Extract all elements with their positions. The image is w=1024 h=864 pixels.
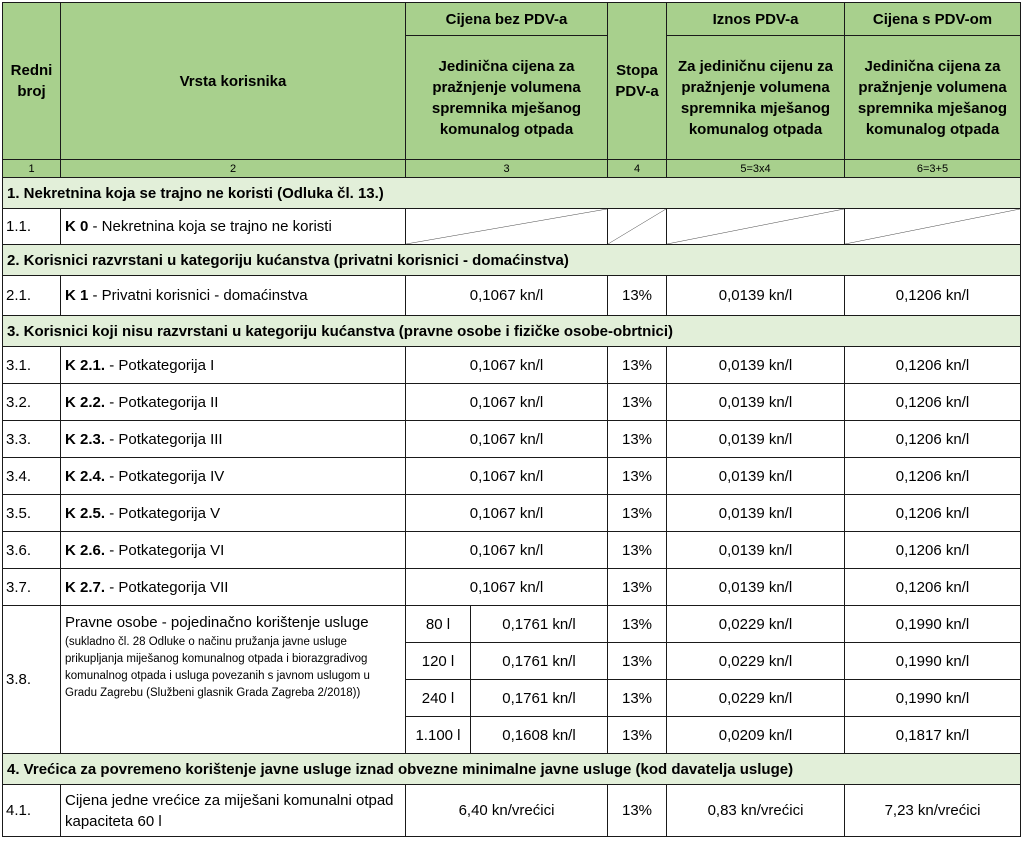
row-desc: - Potkategorija V (105, 504, 221, 522)
vat-cell: 0,0139 kn/l (667, 421, 845, 458)
rate-cell: 13% (608, 421, 667, 458)
price-table (2, 2, 1021, 837)
row-desc: - Potkategorija III (105, 430, 223, 448)
price-cell: 0,1067 kn/l (406, 569, 608, 606)
vat-cell: 0,0229 kn/l (667, 680, 845, 717)
row-description (61, 569, 406, 606)
price-cell: 0,1067 kn/l (406, 347, 608, 384)
col-number-6: 6=3+5 (845, 160, 1021, 178)
row-code: K 2.6. (65, 541, 106, 559)
row-code: K 1 (65, 287, 89, 304)
vat-cell: 0,0139 kn/l (667, 569, 845, 606)
vat-cell: 0,0139 kn/l (667, 276, 845, 316)
price-cell: 0,1067 kn/l (406, 458, 608, 495)
row-description (61, 384, 406, 421)
total-cell: 0,1206 kn/l (845, 532, 1021, 569)
diagonal-line (667, 209, 844, 244)
row-desc-note: (sukladno čl. 28 Odluke o načinu pružanja javne usluge prikupljanja miješanog komunalnog otpada i biorazgradivog komunalnog otpada i usluga povezanih s javnom uslugom u Gradu Zagrebu (Službeni glasnik Grada Zagreba 2/2018)) (65, 636, 370, 699)
row-number: 3.2. (3, 384, 61, 421)
price-cell: 0,1067 kn/l (406, 276, 608, 316)
total-cell: 0,1206 kn/l (845, 458, 1021, 495)
total-cell: 0,1206 kn/l (845, 276, 1021, 316)
header-cijena-bez-pdv: Cijena bez PDV-a (406, 3, 608, 36)
col-number-2: 2 (61, 160, 406, 178)
rate-cell: 13% (608, 532, 667, 569)
price-cell: 0,1761 kn/l (471, 606, 608, 643)
row-desc: - Privatni korisnici - domaćinstva (88, 287, 308, 304)
row-description (61, 421, 406, 458)
vat-cell: 0,0139 kn/l (667, 532, 845, 569)
vat-cell: 0,83 kn/vrećici (667, 785, 845, 837)
header-vrsta-korisnika: Vrsta korisnika (61, 3, 406, 160)
row-desc: - Potkategorija I (105, 356, 215, 374)
total-cell: 7,23 kn/vrećici (845, 785, 1021, 837)
total-cell: 0,1206 kn/l (845, 495, 1021, 532)
row-description-legal-entities (61, 606, 406, 754)
empty-total-cell (845, 209, 1021, 245)
rate-cell: 13% (608, 569, 667, 606)
diagonal-line (406, 209, 607, 244)
row-code: K 2.7. (65, 578, 106, 596)
rate-cell: 13% (608, 384, 667, 421)
rate-cell: 13% (608, 276, 667, 316)
total-cell: 0,1206 kn/l (845, 384, 1021, 421)
price-cell: 0,1067 kn/l (406, 532, 608, 569)
header-cijena-bez-pdv-sub: Jedinična cijena za pražnjenje volumena spremnika mješanog komunalog otpada (406, 36, 608, 160)
volume-cell: 80 l (406, 606, 471, 643)
rate-cell: 13% (608, 495, 667, 532)
header-stopa-pdv: Stopa PDV-a (608, 3, 667, 160)
section-3-title: 3. Korisnici koji nisu razvrstani u kategoriju kućanstva (pravne osobe i fizičke osobe-obrtnici) (3, 316, 1021, 347)
vat-cell: 0,0229 kn/l (667, 606, 845, 643)
price-cell: 0,1067 kn/l (406, 495, 608, 532)
col-number-5: 5=3x4 (667, 160, 845, 178)
row-number: 3.6. (3, 532, 61, 569)
rate-cell: 13% (608, 347, 667, 384)
header-iznos-pdv-sub: Za jediničnu cijenu za pražnjenje volumena spremnika mješanog komunalog otpada (667, 36, 845, 160)
diagonal-line (608, 209, 666, 244)
row-number: 4.1. (3, 785, 61, 837)
empty-vat-cell (667, 209, 845, 245)
row-desc: - Potkategorija II (105, 393, 219, 411)
col-number-4: 4 (608, 160, 667, 178)
rate-cell: 13% (608, 606, 667, 643)
row-number: 3.4. (3, 458, 61, 495)
header-cijena-s-pdv-sub: Jedinična cijena za pražnjenje volumena spremnika mješanog komunalog otpada (845, 36, 1021, 160)
rate-cell: 13% (608, 643, 667, 680)
row-description (61, 532, 406, 569)
col-number-1: 1 (3, 160, 61, 178)
price-cell: 6,40 kn/vrećici (406, 785, 608, 837)
section-4-title: 4. Vrećica za povremeno korištenje javne usluge iznad obvezne minimalne javne usluge (kod davatelja usluge) (3, 754, 1021, 785)
rate-cell: 13% (608, 458, 667, 495)
row-description (61, 458, 406, 495)
row-code: K 2.3. (65, 430, 106, 448)
vat-cell: 0,0229 kn/l (667, 643, 845, 680)
section-2-title: 2. Korisnici razvrstani u kategoriju kućanstva (privatni korisnici - domaćinstva) (3, 245, 1021, 276)
header-iznos-pdv: Iznos PDV-a (667, 3, 845, 36)
row-number: 3.1. (3, 347, 61, 384)
row-number: 1.1. (3, 209, 61, 245)
col-number-3: 3 (406, 160, 608, 178)
row-description (61, 495, 406, 532)
total-cell: 0,1817 kn/l (845, 717, 1021, 754)
price-cell: 0,1761 kn/l (471, 680, 608, 717)
row-desc-main: Pravne osobe - pojedinačno korištenje usluge (65, 614, 369, 631)
price-cell: 0,1067 kn/l (406, 421, 608, 458)
row-code: K 2.2. (65, 393, 106, 411)
empty-price-cell (406, 209, 608, 245)
row-description (61, 209, 406, 245)
price-cell: 0,1608 kn/l (471, 717, 608, 754)
total-cell: 0,1990 kn/l (845, 643, 1021, 680)
volume-cell: 240 l (406, 680, 471, 717)
row-desc: - Potkategorija VII (105, 578, 229, 596)
vat-cell: 0,0139 kn/l (667, 347, 845, 384)
vat-cell: 0,0139 kn/l (667, 458, 845, 495)
row-number: 3.8. (3, 606, 61, 754)
total-cell: 0,1206 kn/l (845, 421, 1021, 458)
total-cell: 0,1206 kn/l (845, 347, 1021, 384)
row-number: 3.3. (3, 421, 61, 458)
row-description (61, 276, 406, 316)
row-code: K 2.4. (65, 467, 106, 485)
row-desc: - Potkategorija IV (105, 467, 225, 485)
vat-cell: 0,0139 kn/l (667, 384, 845, 421)
row-code: K 2.5. (65, 504, 106, 522)
total-cell: 0,1990 kn/l (845, 606, 1021, 643)
rate-cell: 13% (608, 717, 667, 754)
section-1-title: 1. Nekretnina koja se trajno ne koristi (Odluka čl. 13.) (3, 178, 1021, 209)
vat-cell: 0,0139 kn/l (667, 495, 845, 532)
row-code: K 2.1. (65, 356, 106, 374)
row-number: 2.1. (3, 276, 61, 316)
vat-cell: 0,0209 kn/l (667, 717, 845, 754)
header-redni-broj: Redni broj (3, 3, 61, 160)
diagonal-line (845, 209, 1020, 244)
row-number: 3.5. (3, 495, 61, 532)
row-number: 3.7. (3, 569, 61, 606)
row-desc: - Potkategorija VI (105, 541, 225, 559)
total-cell: 0,1990 kn/l (845, 680, 1021, 717)
header-cijena-s-pdv: Cijena s PDV-om (845, 3, 1021, 36)
row-code: K 0 (65, 218, 89, 235)
rate-cell: 13% (608, 785, 667, 837)
rate-cell: 13% (608, 680, 667, 717)
volume-cell: 120 l (406, 643, 471, 680)
price-cell: 0,1761 kn/l (471, 643, 608, 680)
row-desc: - Nekretnina koja se trajno ne koristi (88, 218, 332, 235)
total-cell: 0,1206 kn/l (845, 569, 1021, 606)
price-cell: 0,1067 kn/l (406, 384, 608, 421)
row-description: Cijena jedne vrećice za miješani komunalni otpad kapaciteta 60 l (61, 785, 406, 837)
volume-cell: 1.100 l (406, 717, 471, 754)
empty-rate-cell (608, 209, 667, 245)
row-description (61, 347, 406, 384)
